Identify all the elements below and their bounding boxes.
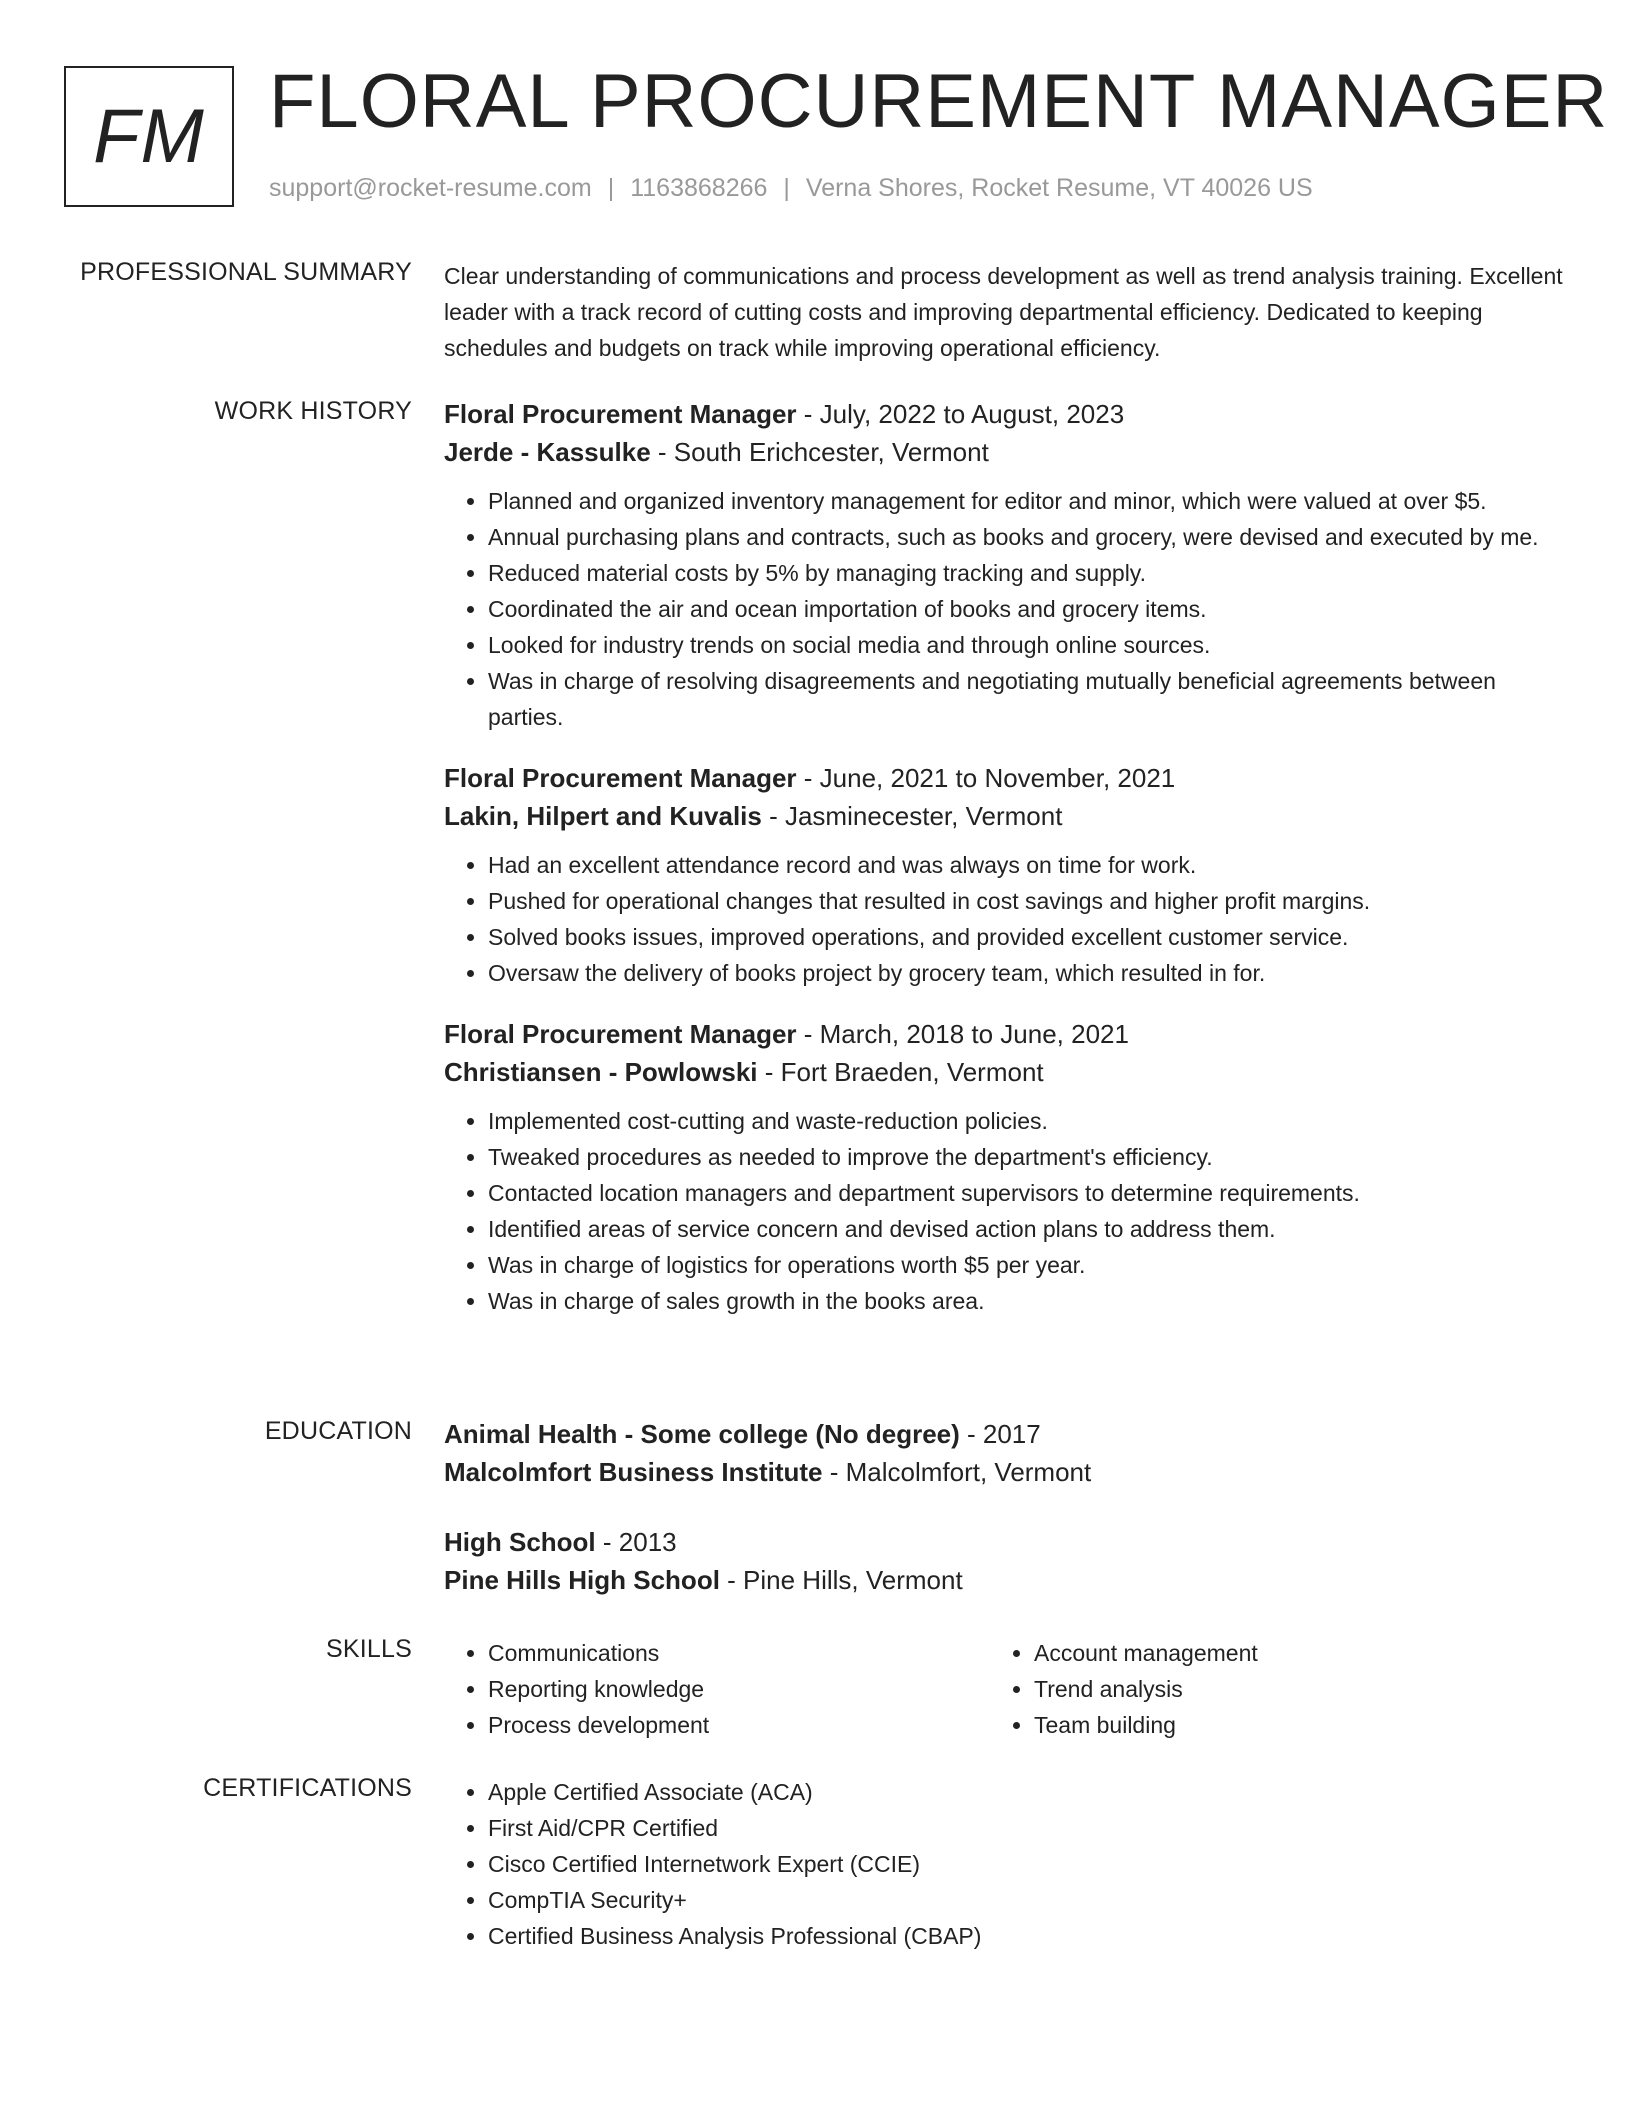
contact-phone: 1163868266 <box>630 174 768 202</box>
job-dates: - June, 2021 to November, 2021 <box>796 763 1176 793</box>
skills-grid <box>444 1635 1564 1743</box>
certification-item: • Certified Business Analysis Professional (CBAP) <box>488 1918 1564 1954</box>
education-degree: High School <box>444 1527 596 1557</box>
contact-line <box>269 174 1313 203</box>
job-title-line <box>444 395 1564 433</box>
job-bullet: • Oversaw the delivery of books project by grocery team, which resulted in for. <box>488 955 1564 991</box>
certification-item: • Cisco Certified Internetwork Expert (CCIE) <box>488 1846 1564 1882</box>
job-company: Lakin, Hilpert and Kuvalis <box>444 801 762 831</box>
section-label-skills: SKILLS <box>326 1635 412 1663</box>
certification-item: • Apple Certified Associate (ACA) <box>488 1774 1564 1810</box>
education-school-line <box>444 1561 1564 1599</box>
skills-column-right <box>990 1635 1536 1743</box>
education-degree-line <box>444 1415 1564 1453</box>
job-entry <box>444 395 1564 735</box>
job-bullet: • Implemented cost-cutting and waste-reduction policies. <box>488 1103 1564 1139</box>
section-label-summary: PROFESSIONAL SUMMARY <box>80 258 412 286</box>
job-dates: - July, 2022 to August, 2023 <box>796 399 1125 429</box>
job-bullet: • Had an excellent attendance record and was always on time for work. <box>488 847 1564 883</box>
job-bullet: • Contacted location managers and department supervisors to determine requirements. <box>488 1175 1564 1211</box>
job-bullet: • Annual purchasing plans and contracts, such as books and grocery, were devised and executed by me. <box>488 519 1564 555</box>
education-location: - Pine Hills, Vermont <box>719 1565 963 1595</box>
job-bullet: • Was in charge of resolving disagreements and negotiating mutually beneficial agreements between parties. <box>488 663 1564 735</box>
job-company: Jerde - Kassulke <box>444 437 651 467</box>
job-title: Floral Procurement Manager <box>444 399 797 429</box>
education-year: - 2013 <box>595 1527 677 1557</box>
section-label-work-history: WORK HISTORY <box>214 397 412 425</box>
job-bullet: • Coordinated the air and ocean importation of books and grocery items. <box>488 591 1564 627</box>
education-year: - 2017 <box>959 1419 1041 1449</box>
job-bullet: • Planned and organized inventory management for editor and minor, which were valued at over $5. <box>488 483 1564 519</box>
certification-item: • First Aid/CPR Certified <box>488 1810 1564 1846</box>
skills-column-left <box>444 1635 990 1743</box>
job-company-line <box>444 433 1564 471</box>
education-degree: Animal Health - Some college (No degree) <box>444 1419 960 1449</box>
section-label-certifications: CERTIFICATIONS <box>203 1774 412 1802</box>
job-bullet: • Pushed for operational changes that resulted in cost savings and higher profit margins. <box>488 883 1564 919</box>
job-bullet: • Looked for industry trends on social media and through online sources. <box>488 627 1564 663</box>
skill-item: • Account management <box>1034 1635 1536 1671</box>
job-location: - Jasminecester, Vermont <box>761 801 1063 831</box>
job-title: Floral Procurement Manager <box>444 1019 797 1049</box>
education-entry <box>444 1523 1564 1599</box>
education-school: Malcolmfort Business Institute <box>444 1457 823 1487</box>
job-title: Floral Procurement Manager <box>444 763 797 793</box>
skill-item: • Team building <box>1034 1707 1536 1743</box>
job-location: - Fort Braeden, Vermont <box>757 1057 1044 1087</box>
education-location: - Malcolmfort, Vermont <box>822 1457 1092 1487</box>
job-title-line <box>444 1015 1564 1053</box>
job-bullet: • Was in charge of logistics for operations worth $5 per year. <box>488 1247 1564 1283</box>
job-company-line <box>444 797 1564 835</box>
education-list <box>444 1415 1564 1631</box>
job-company: Christiansen - Powlowski <box>444 1057 758 1087</box>
job-bullet: • Solved books issues, improved operations, and provided excellent customer service. <box>488 919 1564 955</box>
job-dates: - March, 2018 to June, 2021 <box>796 1019 1129 1049</box>
initials-text: FM <box>93 94 205 179</box>
job-bullet: • Was in charge of sales growth in the books area. <box>488 1283 1564 1319</box>
section-label-education: EDUCATION <box>264 1417 412 1445</box>
education-school: Pine Hills High School <box>444 1565 720 1595</box>
education-school-line <box>444 1453 1564 1491</box>
education-entry <box>444 1415 1564 1491</box>
resume-title: FLORAL PROCUREMENT MANAGER <box>269 59 1609 144</box>
job-bullets <box>444 847 1564 991</box>
skill-item: • Communications <box>488 1635 990 1671</box>
contact-address: Verna Shores, Rocket Resume, VT 40026 US <box>805 174 1313 202</box>
education-degree-line <box>444 1523 1564 1561</box>
job-bullet: • Identified areas of service concern and devised action plans to address them. <box>488 1211 1564 1247</box>
certification-item: • CompTIA Security+ <box>488 1882 1564 1918</box>
job-company-line <box>444 1053 1564 1091</box>
contact-email: support@rocket-resume.com <box>269 174 592 202</box>
contact-separator: | <box>783 174 790 202</box>
skill-item: • Process development <box>488 1707 990 1743</box>
job-bullet: • Tweaked procedures as needed to improve the department's efficiency. <box>488 1139 1564 1175</box>
skill-item: • Trend analysis <box>1034 1671 1536 1707</box>
job-title-line <box>444 759 1564 797</box>
job-bullets <box>444 1103 1564 1319</box>
job-location: - South Erichcester, Vermont <box>650 437 989 467</box>
job-bullets <box>444 483 1564 735</box>
job-entry <box>444 759 1564 991</box>
job-entry <box>444 1015 1564 1319</box>
jobs-list <box>444 395 1564 1343</box>
contact-separator: | <box>607 174 615 202</box>
initials-monogram <box>64 66 234 207</box>
skill-item: • Reporting knowledge <box>488 1671 990 1707</box>
job-bullet: • Reduced material costs by 5% by managing tracking and supply. <box>488 555 1564 591</box>
resume-header <box>64 59 1609 211</box>
summary-text: Clear understanding of communications and process development as well as trend analysis training. Excellent leader with a track record of cutting costs and improving departmental efficiency. Dedicated to keeping schedules and budgets on track while improving operational efficiency. <box>444 263 1563 361</box>
certifications-list <box>444 1774 1564 1954</box>
